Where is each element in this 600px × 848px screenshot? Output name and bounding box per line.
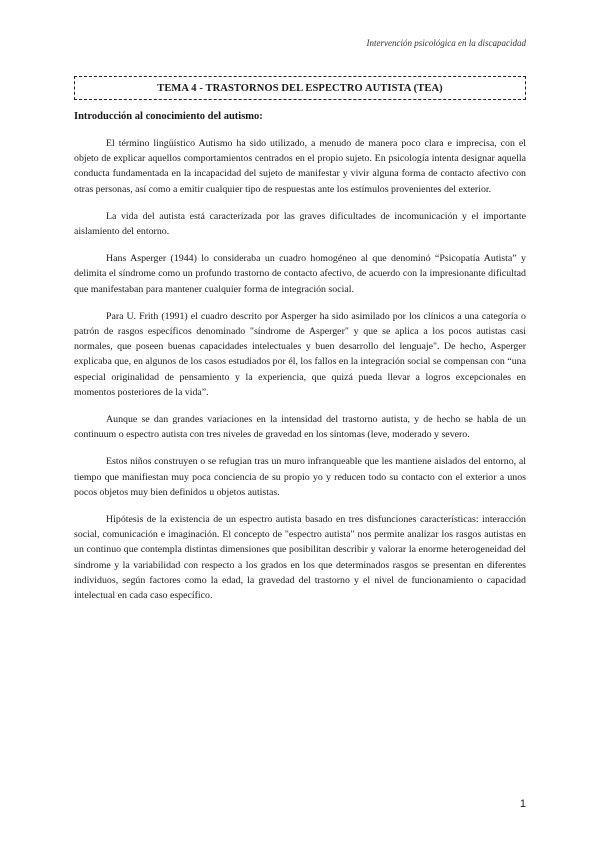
section-heading: Introducción al conocimiento del autismo: [74,111,263,122]
body-text [74,136,526,615]
page-number: 1 [519,798,526,810]
paragraph: Aunque se dan grandes variaciones en la intensidad del trastorno autista, y de hecho se habla de un continuum o espectro autista con tres niveles de gravedad en los síntomas (leve, moderado y severo. [74,414,526,441]
paragraph: Hans Asperger (1944) lo consideraba un cuadro homogéneo al que denominó “Psicopatía Autista” y delimita el síndrome como un profundo trastorno de contacto afectivo, de acuerdo con la impresionante dificultad que manifestaban para mantener cualquier forma de integración social. [74,253,526,295]
running-header: Intervención psicológica en la discapacidad [366,38,526,48]
chapter-title: TEMA 4 - TRASTORNOS DEL ESPECTRO AUTISTA (TEA) [157,82,443,94]
chapter-title-box [74,76,526,100]
paragraph: Estos niños construyen o se refugian tras un muro infranqueable que les mantiene aislados del entorno, al tiempo que manifiestan muy poca conciencia de su propio yo y reducen todo su contacto con el exterior a unos pocos objetos muy bien definidos u objetos autistas. [74,456,526,498]
paragraph: Para U. Frith (1991) el cuadro descrito por Asperger ha sido asimilado por los clínicos a una categoría o patrón de rasgos específicos denominado "síndrome de Asperger" y que se aplica a los pocos autistas casi normales, que poseen buenas capacidades intelectuales y buen desarrollo del lenguaje". De hecho, Asperger explicaba que, en algunos de los casos estudiados por él, los fallos en la integración social se compensan con “una especial originalidad de pensamiento y la experiencia, que quizá pueda llevar a logros excepcionales en momentos posteriores de la vida”. [74,310,526,398]
paragraph: La vida del autista está caracterizada por las graves dificultades de incomunicación y el importante aislamiento del entorno. [74,210,526,238]
paragraph: El término lingüístico Autismo ha sido utilizado, a menudo de manera poco clara e imprecisa, con el objeto de explicar aquellos comportamientos centrados en el propio sujeto. En psicología intenta designar aquella conducta fundamentada en la incapacidad del sujeto de manifestar y vivir alguna forma de contacto afectivo con otras personas, así como a emitir cualquier tipo de respuestas ante los estímulos provenientes del exterior. [74,138,526,195]
paragraph: Hipótesis de la existencia de un espectro autista basado en tres disfunciones características: interacción social, comunicación e imaginación. El concepto de "espectro autista" nos permite analizar los rasgos autistas en un continuo que contempla distintas dimensiones que posibilitan describir y valorar la enorme heterogeneidad del síndrome y la variabilidad con respecto a los grados en los que determinados rasgos se presentan en diferentes individuos, según factores como la edad, la gravedad del trastorno y el nivel de funcionamiento o capacidad intelectual en cada caso específico. [74,514,526,602]
